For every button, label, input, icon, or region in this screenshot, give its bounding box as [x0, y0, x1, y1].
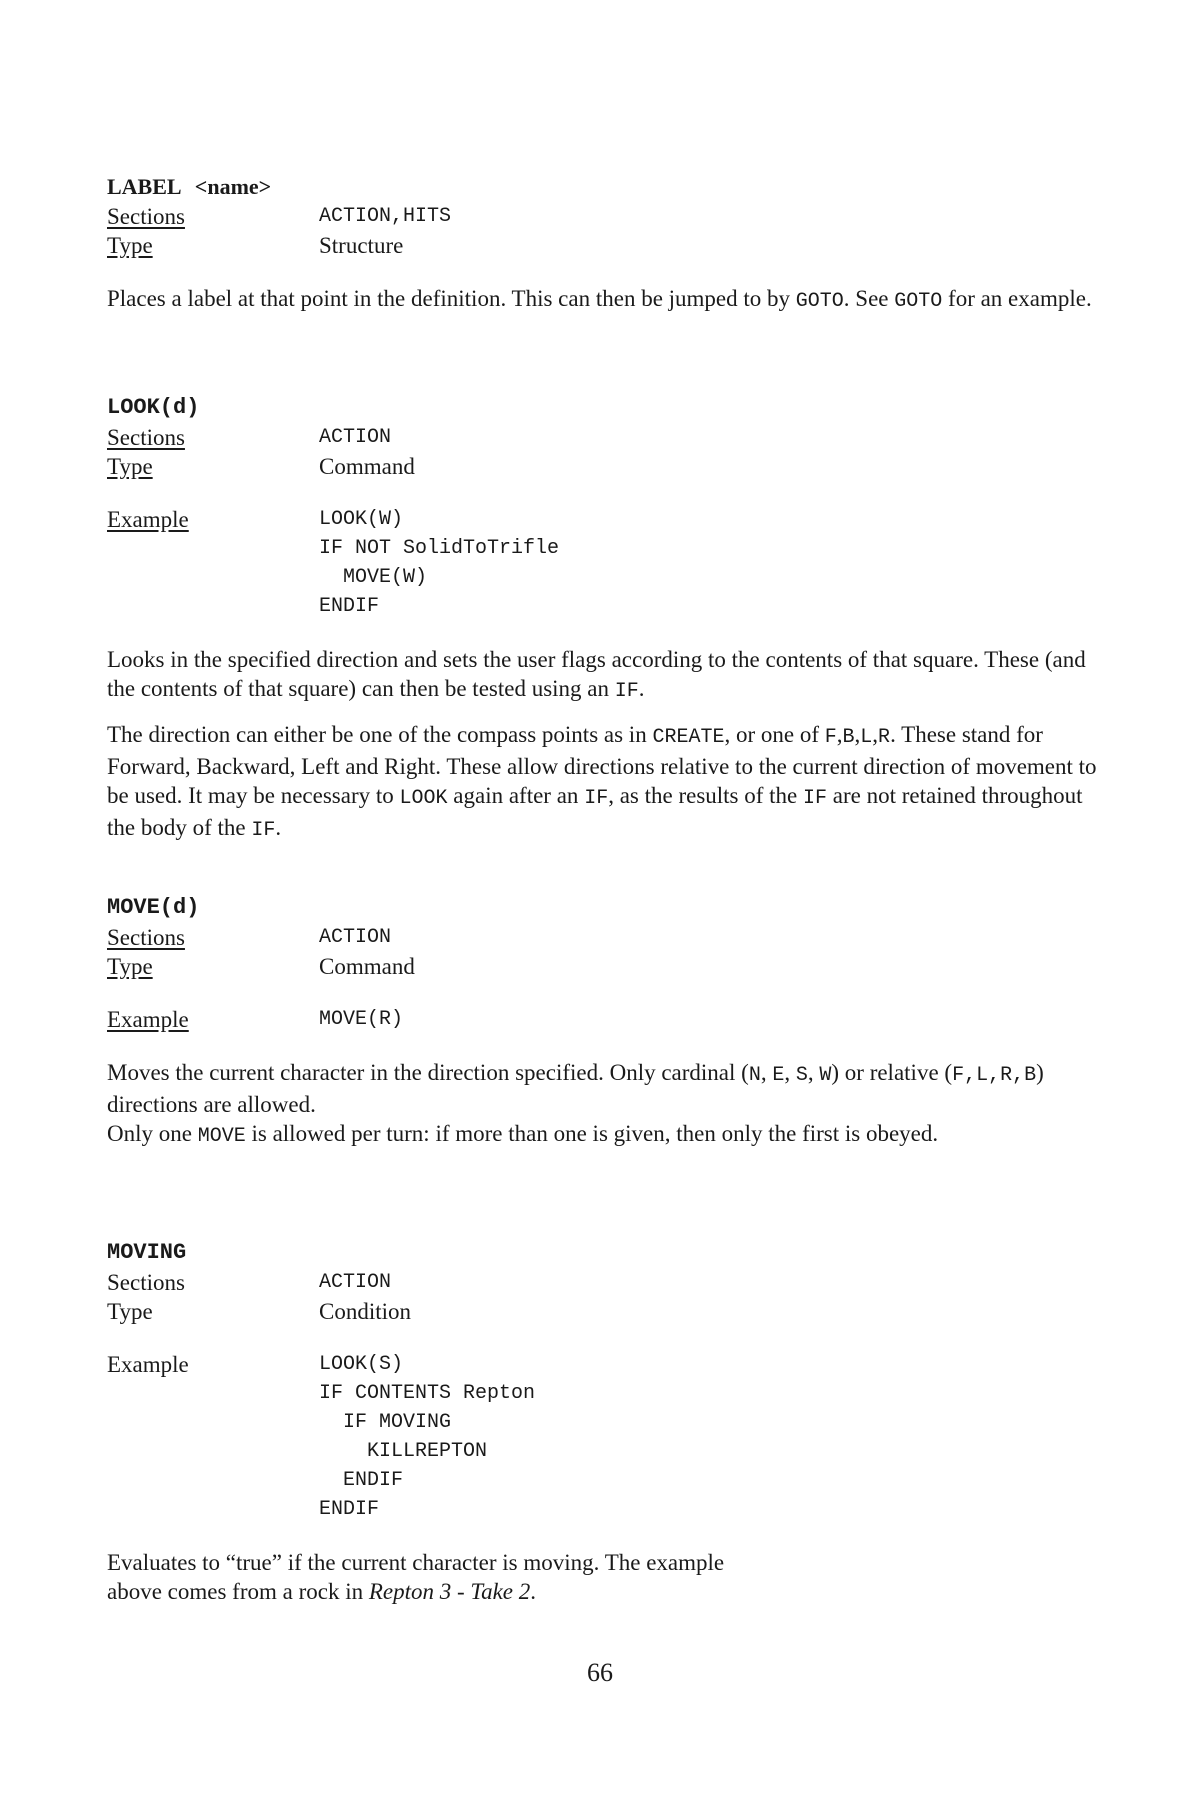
heading-keyword: LABEL	[107, 174, 182, 199]
example-code	[107, 505, 1107, 621]
entry-description	[107, 645, 1107, 845]
inline-code: B	[842, 726, 855, 749]
sections-value: ACTION	[319, 426, 392, 449]
sections-label: Sections	[107, 1270, 185, 1295]
heading-keyword: MOVE(d)	[107, 895, 200, 920]
entry-heading	[107, 1238, 1107, 1268]
entry-description	[107, 1058, 1107, 1151]
inline-code: R	[878, 726, 891, 749]
code-line: ENDIF	[319, 1498, 380, 1521]
entry-heading	[107, 893, 1107, 923]
code-line: ENDIF	[319, 1469, 404, 1492]
code-line: LOOK(W)	[319, 508, 404, 531]
entry-description	[107, 1548, 1107, 1606]
sections-row	[107, 1268, 1107, 1297]
description-paragraph: Looks in the specified direction and sets the user flags according to the contents of that square. These (and the contents of that square) can then be tested using an IF.	[107, 647, 1086, 703]
inline-code: N	[748, 1064, 761, 1087]
inline-code: IF	[584, 787, 609, 810]
sections-row	[107, 423, 1107, 452]
example-code	[107, 1005, 1107, 1034]
description-paragraph: Moves the current character in the direction specified. Only cardinal (N, E, S, W) or relative (F,L,R,B) directions are allowed. Only one MOVE is allowed per turn: if more than one is given, then only the first is obeyed.	[107, 1060, 1044, 1148]
entry-label	[107, 172, 1107, 316]
entry-heading	[107, 393, 1107, 423]
inline-code: E	[772, 1064, 785, 1087]
entry-look	[107, 393, 1107, 845]
code-line: IF NOT SolidToTrifle	[319, 537, 560, 560]
inline-code: S	[795, 1064, 808, 1087]
description-paragraph: Evaluates to “true” if the current character is moving. The example above comes from a rock in Repton 3 - Take 2.	[107, 1550, 725, 1604]
inline-code: LOOK	[399, 787, 448, 810]
type-label: Type	[107, 954, 153, 979]
sections-label: Sections	[107, 925, 185, 950]
type-row	[107, 452, 1107, 481]
sections-row	[107, 202, 1107, 231]
code-line: IF MOVING	[319, 1411, 452, 1434]
heading-keyword: MOVING	[107, 1240, 187, 1265]
sections-label: Sections	[107, 204, 185, 229]
example-code	[107, 1350, 1107, 1524]
heading-keyword: LOOK(d)	[107, 395, 200, 420]
inline-code: IF	[614, 680, 639, 703]
entry-moving	[107, 1238, 1107, 1606]
description-paragraph: Places a label at that point in the definition. This can then be jumped to by GOTO. See GOTO for an example.	[107, 286, 1092, 313]
type-value: Structure	[319, 233, 404, 258]
entry-move	[107, 893, 1107, 1151]
sections-value: ACTION	[319, 926, 392, 949]
inline-code: MOVE	[197, 1125, 246, 1148]
type-value: Command	[319, 954, 415, 979]
sections-row	[107, 923, 1107, 952]
inline-code: IF	[803, 787, 828, 810]
page-number: 66	[587, 1658, 613, 1687]
sections-value: ACTION,HITS	[319, 205, 452, 228]
entry-description	[107, 284, 1107, 316]
description-paragraph: The direction can either be one of the compass points as in CREATE, or one of F,B,L,R. These stand for Forward, Backward, Left and Right. These allow directions relative to the current direction of movement to be used. It may be necessary to LOOK again after an IF, as the results of the IF are not retained throughout the body of the IF.	[107, 722, 1097, 842]
code-line: MOVE(W)	[319, 566, 428, 589]
type-label: Type	[107, 233, 153, 258]
entry-heading	[107, 172, 1107, 202]
code-line: KILLREPTON	[319, 1440, 488, 1463]
type-row	[107, 952, 1107, 981]
inline-code: F,L,R,B	[952, 1064, 1037, 1087]
inline-code: CREATE	[652, 726, 725, 749]
example-label: Example	[107, 1007, 189, 1032]
heading-argument: <name>	[194, 174, 272, 199]
inline-code: GOTO	[795, 290, 844, 313]
type-row	[107, 231, 1107, 260]
code-line: LOOK(S)	[319, 1353, 404, 1376]
sections-label: Sections	[107, 425, 185, 450]
inline-code: GOTO	[894, 290, 943, 313]
game-title: Repton 3 - Take 2	[368, 1579, 531, 1604]
code-line: ENDIF	[319, 595, 380, 618]
type-value: Command	[319, 454, 415, 479]
code-line: MOVE(R)	[319, 1008, 404, 1031]
code-line: IF CONTENTS Repton	[319, 1382, 536, 1405]
sections-value: ACTION	[319, 1271, 392, 1294]
example-label: Example	[107, 507, 189, 532]
inline-code: L	[860, 726, 873, 749]
type-row	[107, 1297, 1107, 1326]
inline-code: W	[819, 1064, 832, 1087]
example-label: Example	[107, 1352, 189, 1377]
type-value: Condition	[319, 1299, 412, 1324]
inline-code: IF	[251, 819, 276, 842]
inline-code: F	[824, 726, 837, 749]
type-label: Type	[107, 454, 153, 479]
type-label: Type	[107, 1299, 153, 1324]
